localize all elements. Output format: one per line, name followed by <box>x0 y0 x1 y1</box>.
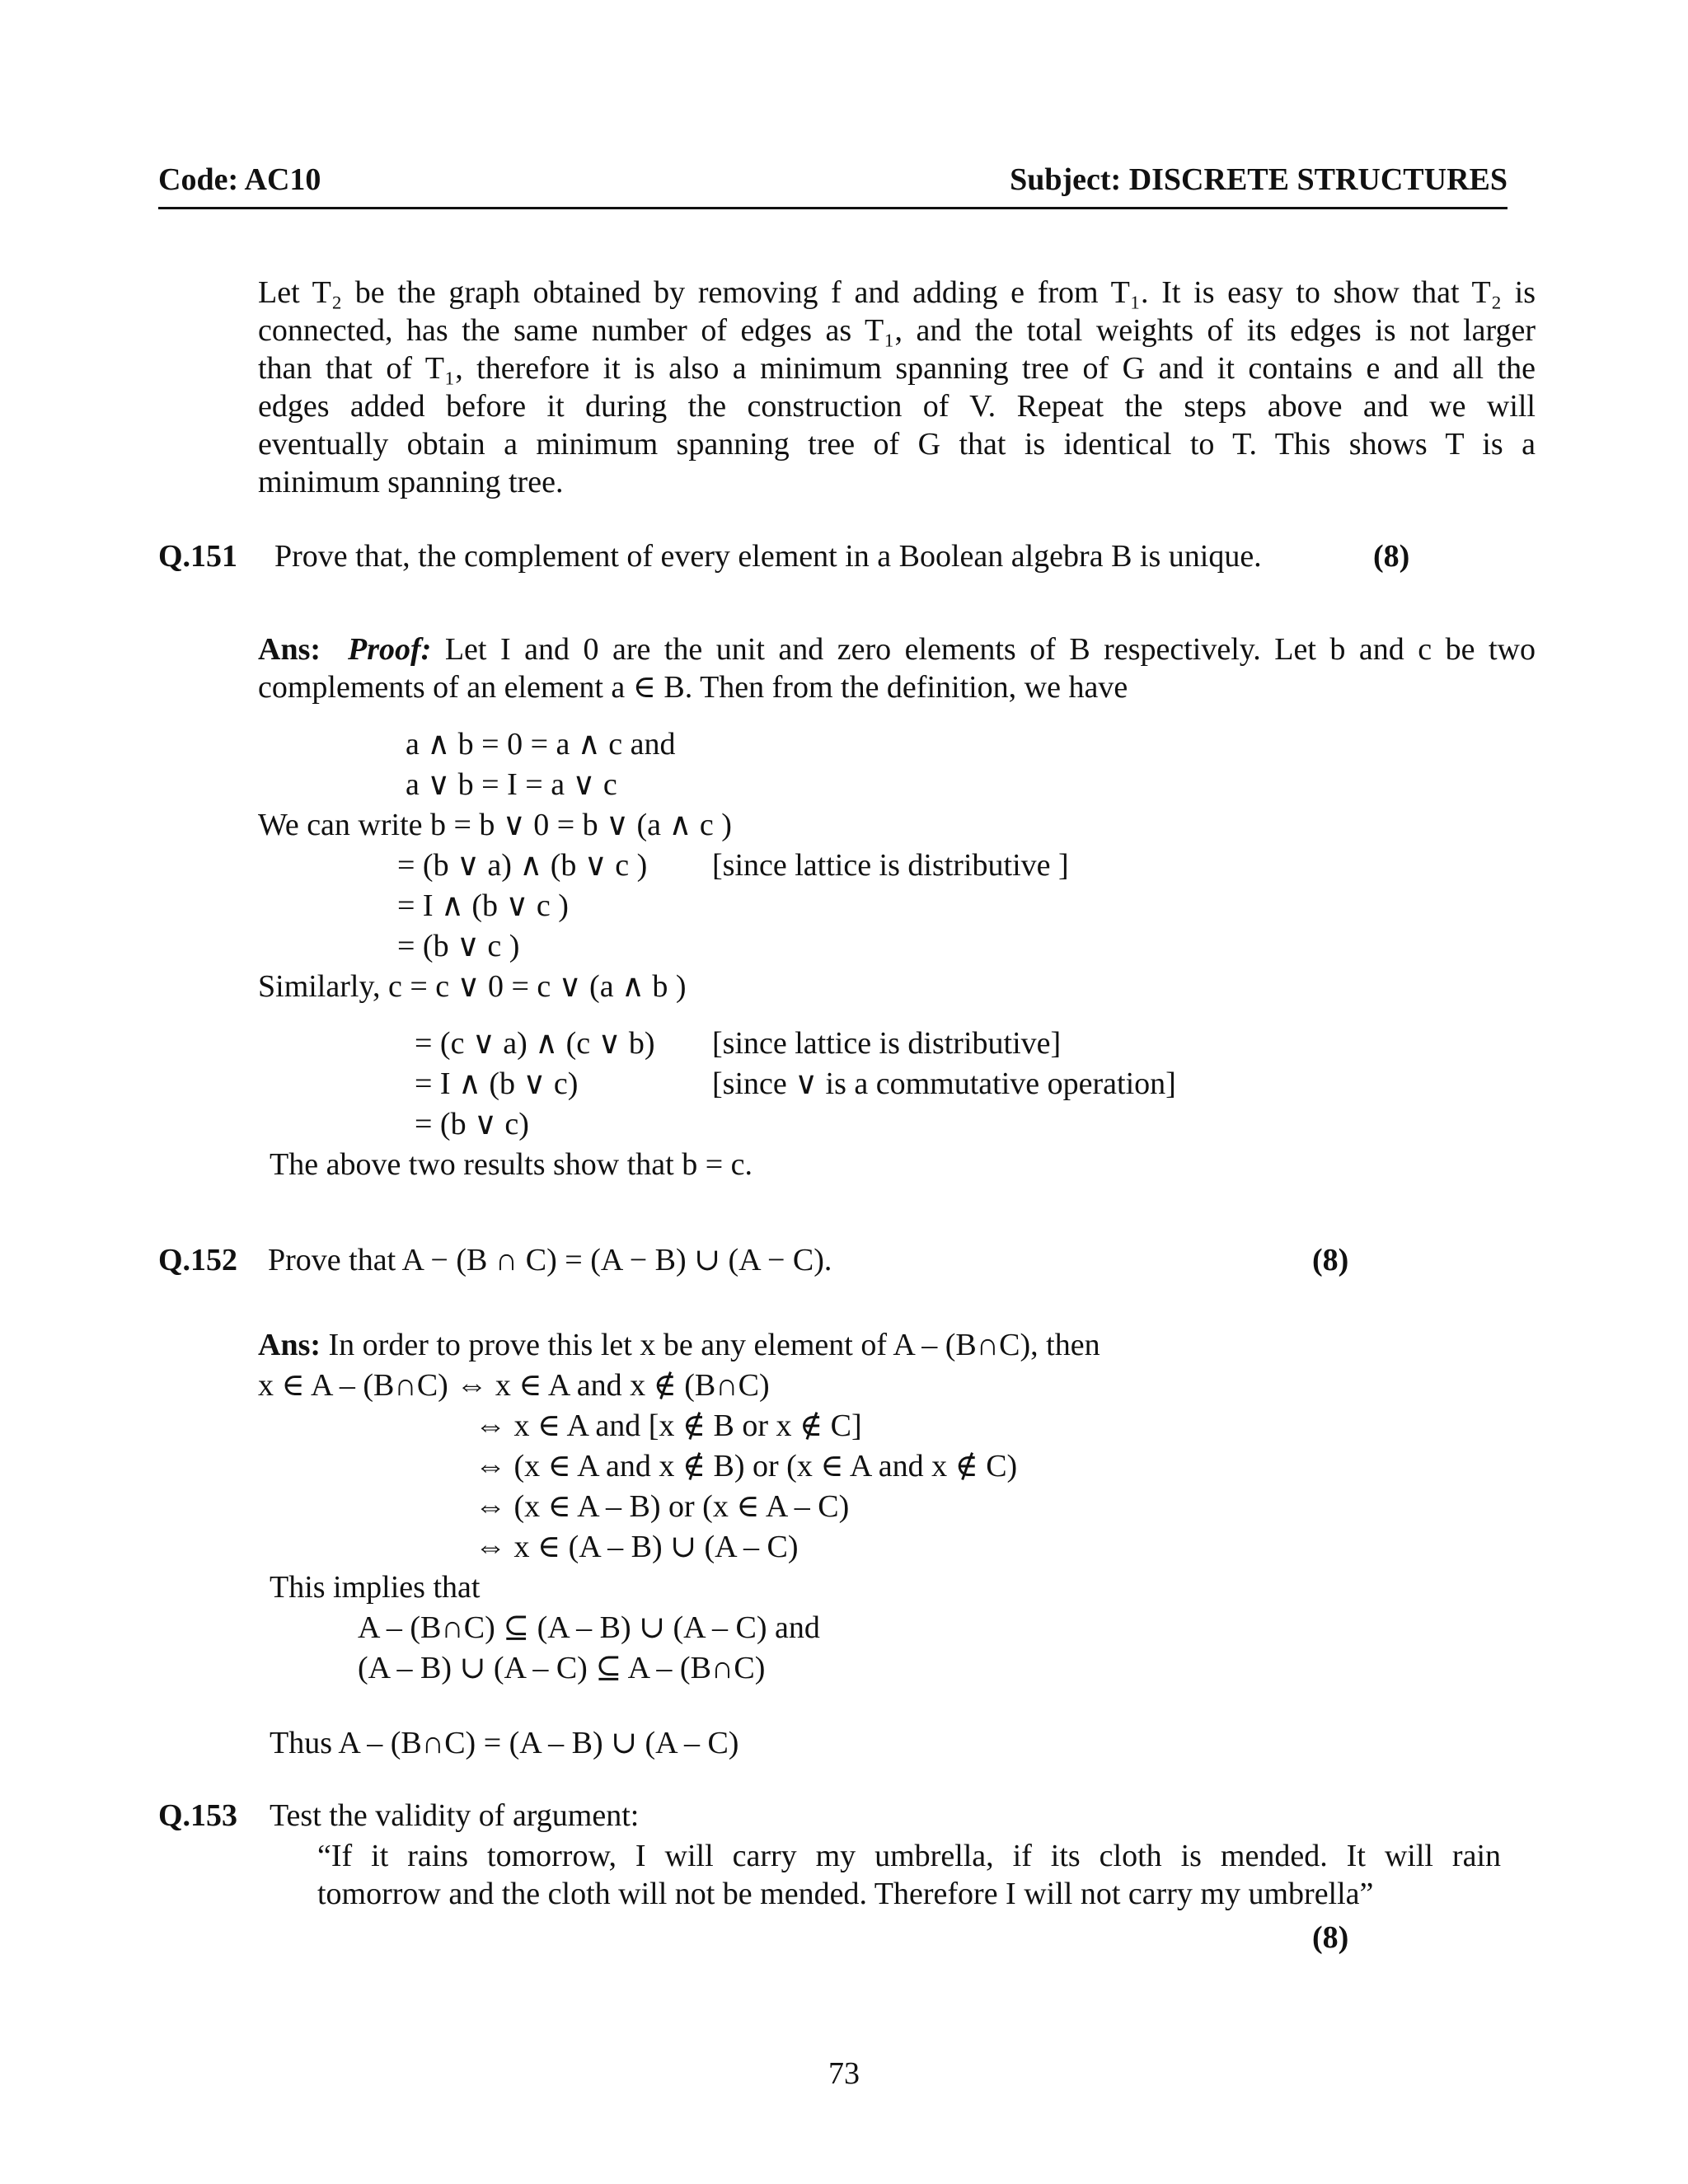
q152-subset2: (A – B) ∪ (A – C) ⊆ A – (B∩C) <box>358 1651 766 1685</box>
q152-step1: x ∈ A – (B∩C) ⇔ x ∈ A and x ∉ (B∩C) <box>258 1368 770 1403</box>
intro-line: than that of T₁, therefore it is also a minimum spanning tree of G and it contains e and all the <box>258 351 1536 386</box>
q151-step4: = (c ∨ a) ∧ (c ∨ b) <box>415 1026 655 1061</box>
intro-line: connected, has the same number of edges as T₁, and the total weights of its edges is not larger <box>258 313 1536 348</box>
q153-number: Q.153 <box>158 1798 238 1833</box>
q153-quote-line: “If it rains tomorrow, I will carry my umbrella, if its cloth is mended. It will rain <box>317 1839 1501 1873</box>
intro-line: minimum spanning tree. <box>258 465 564 499</box>
q151-answer-intro <box>258 630 1536 706</box>
q152-step5: ⇔ x ∈ (A – B) ∪ (A – C) <box>475 1530 799 1564</box>
q152-implies: This implies that <box>270 1570 481 1605</box>
q151-number: Q.151 <box>158 539 238 574</box>
header-code: Code: AC10 <box>158 162 321 197</box>
q152-question: Prove that A − (B ∩ C) = (A − B) ∪ (A − C). <box>268 1243 832 1277</box>
intro-paragraph <box>258 274 1536 501</box>
q151-step5: = I ∧ (b ∨ c) <box>415 1066 579 1101</box>
q151-eq1: a ∧ b = 0 = a ∧ c and <box>406 727 676 762</box>
q151-proof-label: Proof: <box>348 632 432 667</box>
q151-question: Prove that, the complement of every element in a Boolean algebra B is unique. <box>274 539 1262 574</box>
q152-step3: ⇔ (x ∈ A and x ∉ B) or (x ∈ A and x ∉ C) <box>475 1449 1018 1483</box>
q152-ans-text: In order to prove this let x be any element of A – (B∩C), then <box>321 1328 1100 1362</box>
q152-thus: Thus A – (B∩C) = (A – B) ∪ (A – C) <box>270 1726 739 1760</box>
q153-quote <box>317 1837 1501 1913</box>
q151-answer-line <box>258 630 1536 668</box>
header-rule <box>158 207 1507 209</box>
q153-marks: (8) <box>1312 1920 1349 1955</box>
q152-marks: (8) <box>1312 1243 1349 1277</box>
intro-line: eventually obtain a minimum spanning tree of G that is identical to T. This shows T is a <box>258 427 1536 462</box>
intro-line: Let T₂ be the graph obtained by removing f and adding e from T₁. It is easy to show that T₂ is <box>258 275 1536 310</box>
q151-answer-line: complements of an element a ∈ B. Then from the definition, we have <box>258 670 1128 705</box>
page-number: 73 <box>828 2056 860 2091</box>
q152-answer-line <box>258 1326 1100 1364</box>
q151-similarly: Similarly, c = c ∨ 0 = c ∨ (a ∧ b ) <box>258 969 687 1004</box>
q152-number: Q.152 <box>158 1243 238 1277</box>
q152-ans-label: Ans: <box>258 1328 321 1362</box>
q153-question: Test the validity of argument: <box>270 1798 640 1833</box>
q151-step1: = (b ∨ a) ∧ (b ∨ c ) <box>397 848 648 883</box>
q151-ans-text: Let I and 0 are the unit and zero elements of B respectively. Let b and c be two <box>431 632 1536 667</box>
q151-eq2: a ∨ b = I = a ∨ c <box>406 767 617 802</box>
q151-step3: = (b ∨ c ) <box>397 929 520 963</box>
q151-conclusion: The above two results show that b = c. <box>270 1147 753 1182</box>
q152-step4: ⇔ (x ∈ A – B) or (x ∈ A – C) <box>475 1489 850 1524</box>
q151-step2: = I ∧ (b ∨ c ) <box>397 888 569 923</box>
q151-marks: (8) <box>1373 539 1410 574</box>
q153-quote-line: tomorrow and the cloth will not be mended. Therefore I will not carry my umbrella” <box>317 1877 1374 1911</box>
q151-step4-note: [since lattice is distributive] <box>712 1026 1062 1061</box>
q151-step5-note: [since ∨ is a commutative operation] <box>712 1066 1176 1101</box>
q151-ans-label: Ans: <box>258 632 321 667</box>
header-subject: Subject: DISCRETE STRUCTURES <box>1010 162 1507 197</box>
q152-step2: ⇔ x ∈ A and [x ∉ B or x ∉ C] <box>475 1408 862 1443</box>
q151-step6: = (b ∨ c) <box>415 1107 529 1141</box>
q151-write: We can write b = b ∨ 0 = b ∨ (a ∧ c ) <box>258 808 732 842</box>
q151-step1-note: [since lattice is distributive ] <box>712 848 1069 883</box>
intro-line: edges added before it during the construction of V. Repeat the steps above and we will <box>258 389 1536 424</box>
q152-subset1: A – (B∩C) ⊆ (A – B) ∪ (A – C) and <box>358 1610 820 1645</box>
